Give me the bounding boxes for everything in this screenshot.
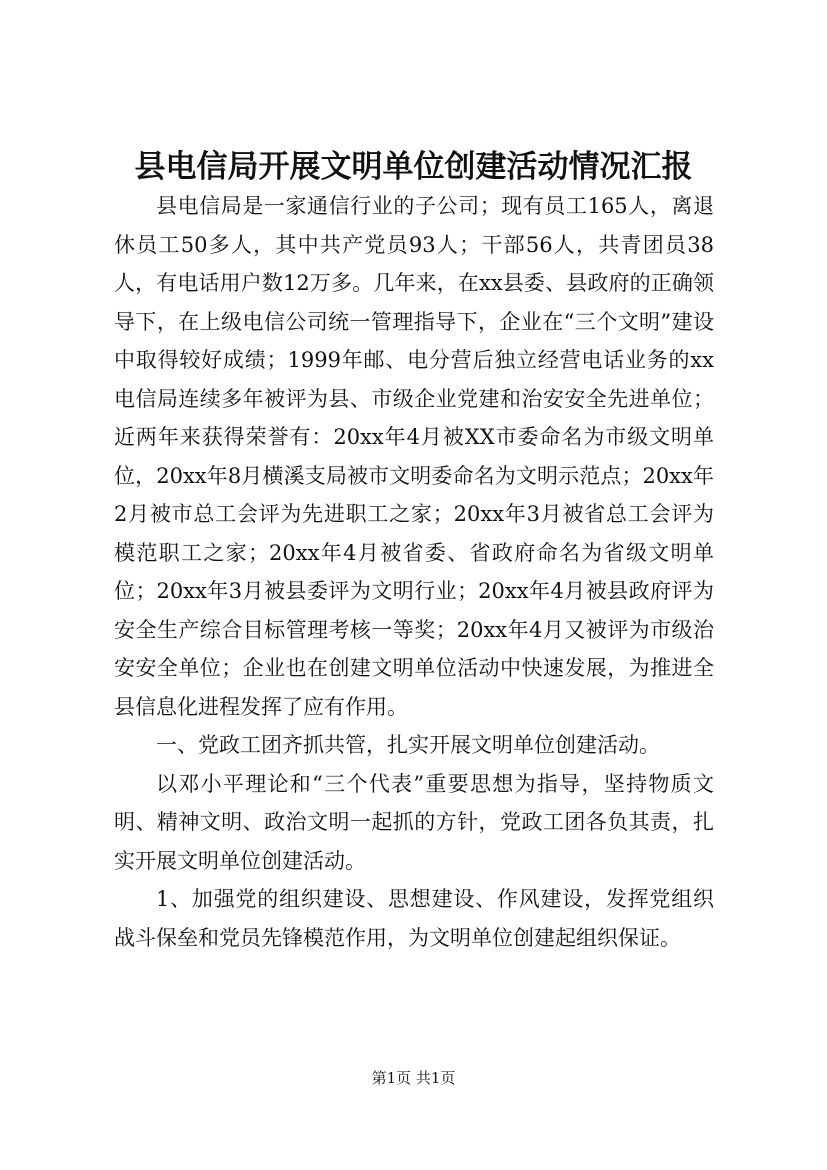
document-title: 县电信局开展文明单位创建活动情况汇报 [134,149,693,185]
page-number-footer: 第1页 共1页 [371,1069,456,1087]
paragraph-intro: 县电信局是一家通信行业的子公司；现有员工165人，离退休员工50多人，其中共产党员93人；干部56人，共青团员38人，有电话用户数12万多。几年来，在xx县委、县政府的正确领导下，在上级电信公司统一管理指导下，企业在“三个文明”建设中取得较好成绩；1999年邮、电分营后独立经营电话业务的xx电信局连续多年被评为县、市级企业党建和治安安全先进单位；近两年来获得荣誉有：20xx年4月被XX市委命名为市级文明单位，20xx年8月横溪支局被市文明委命名为文明示范点；20xx年2月被市总工会评为先进职工之家；20xx年3月被省总工会评为模范职工之家；20xx年4月被省委、省政府命名为省级文明单位；20xx年3月被县委评为文明行业；20xx年4月被县政府评为安全生产综合目标管理考核一等奖；20xx年4月又被评为市级治安安全单位；企业也在创建文明单位活动中快速发展，为推进全县信息化进程发挥了应有作用。 [114,194,714,719]
paragraph-guideline: 以邓小平理论和“三个代表”重要思想为指导，坚持物质文明、精神文明、政治文明一起抓的方针，党政工团各负其责，扎实开展文明单位创建活动。 [114,771,714,873]
paragraph-item-1: 1、加强党的组织建设、思想建设、作风建设，发挥党组织战斗保垒和党员先锋模范作用，为文明单位创建起组织保证。 [114,887,714,950]
document-body [114,187,714,957]
paragraph-section-heading: 一、党政工团齐抓共管，扎实开展文明单位创建活动。 [156,733,660,757]
